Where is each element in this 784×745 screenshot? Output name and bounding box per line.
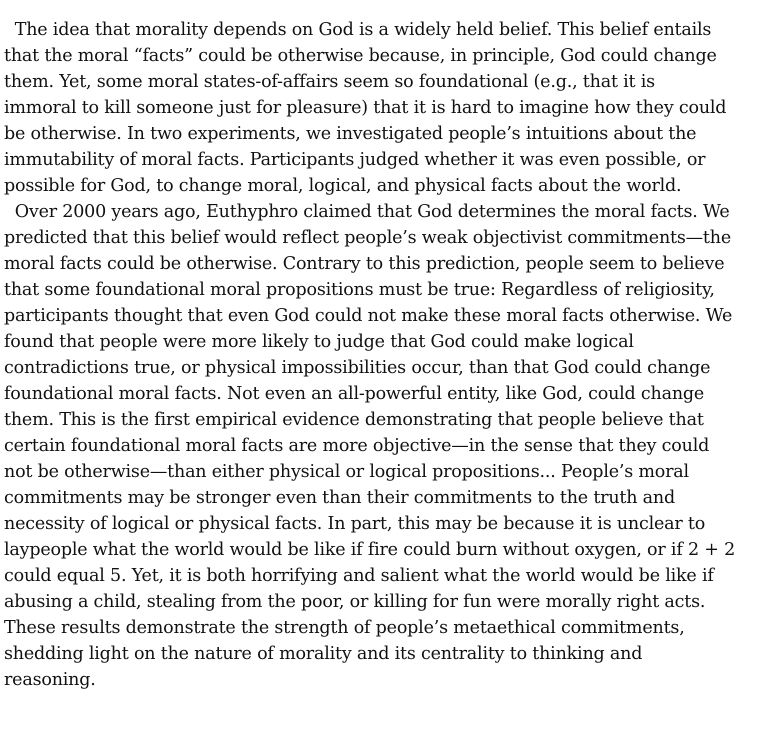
text-line: Over 2000 years ago, Euthyphro claimed that God determines the moral facts. We xyxy=(4,202,730,222)
paragraph-1 xyxy=(4,17,782,199)
text-line: that some foundational moral propositions must be true: Regardless of religiosity, xyxy=(4,280,715,300)
text-line: them. This is the first empirical evidence demonstrating that people believe that xyxy=(4,410,704,430)
text-line: foundational moral facts. Not even an all-powerful entity, like God, could change xyxy=(4,384,705,404)
text-line: The idea that morality depends on God is a widely held belief. This belief entails xyxy=(4,20,712,40)
text-line: laypeople what the world would be like if fire could burn without oxygen, or if 2 + 2 xyxy=(4,540,736,560)
text-line: reasoning. xyxy=(4,670,96,690)
text-line: necessity of logical or physical facts. In part, this may be because it is unclear to xyxy=(4,514,706,534)
text-line: predicted that this belief would reflect people’s weak objectivist commitments—the xyxy=(4,228,732,248)
text-line: them. Yet, some moral states-of-affairs seem so foundational (e.g., that it is xyxy=(4,72,655,92)
text-line: These results demonstrate the strength of people’s metaethical commitments, xyxy=(4,618,685,638)
text-line: immutability of moral facts. Participants judged whether it was even possible, or xyxy=(4,150,706,170)
text-line: found that people were more likely to judge that God could make logical xyxy=(4,332,634,352)
text-line: possible for God, to change moral, logical, and physical facts about the world. xyxy=(4,176,682,196)
text-line: commitments may be stronger even than their commitments to the truth and xyxy=(4,488,675,508)
text-line: contradictions true, or physical impossibilities occur, than that God could change xyxy=(4,358,711,378)
paragraph-2 xyxy=(4,199,782,745)
text-line: immoral to kill someone just for pleasure) that it is hard to imagine how they could xyxy=(4,98,727,118)
text-line: moral facts could be otherwise. Contrary to this prediction, people seem to believe xyxy=(4,254,725,274)
text-line xyxy=(4,693,778,719)
text-line: shedding light on the nature of morality and its centrality to thinking and xyxy=(4,644,643,664)
text-line: certain foundational moral facts are more objective—in the sense that they could xyxy=(4,436,710,456)
text-line: that the moral “facts” could be otherwise because, in principle, God could change xyxy=(4,46,717,66)
text-line: could equal 5. Yet, it is both horrifying and salient what the world would be like if xyxy=(4,566,714,586)
text-line: abusing a child, stealing from the poor, or killing for fun were morally right acts. xyxy=(4,592,706,612)
text-line: be otherwise. In two experiments, we investigated people’s intuitions about the xyxy=(4,124,697,144)
text-line: participants thought that even God could not make these moral facts otherwise. We xyxy=(4,306,733,326)
text-line: not be otherwise—than either physical or logical propositions... People’s moral xyxy=(4,462,689,482)
text-line xyxy=(4,719,778,745)
document-body xyxy=(4,17,782,745)
